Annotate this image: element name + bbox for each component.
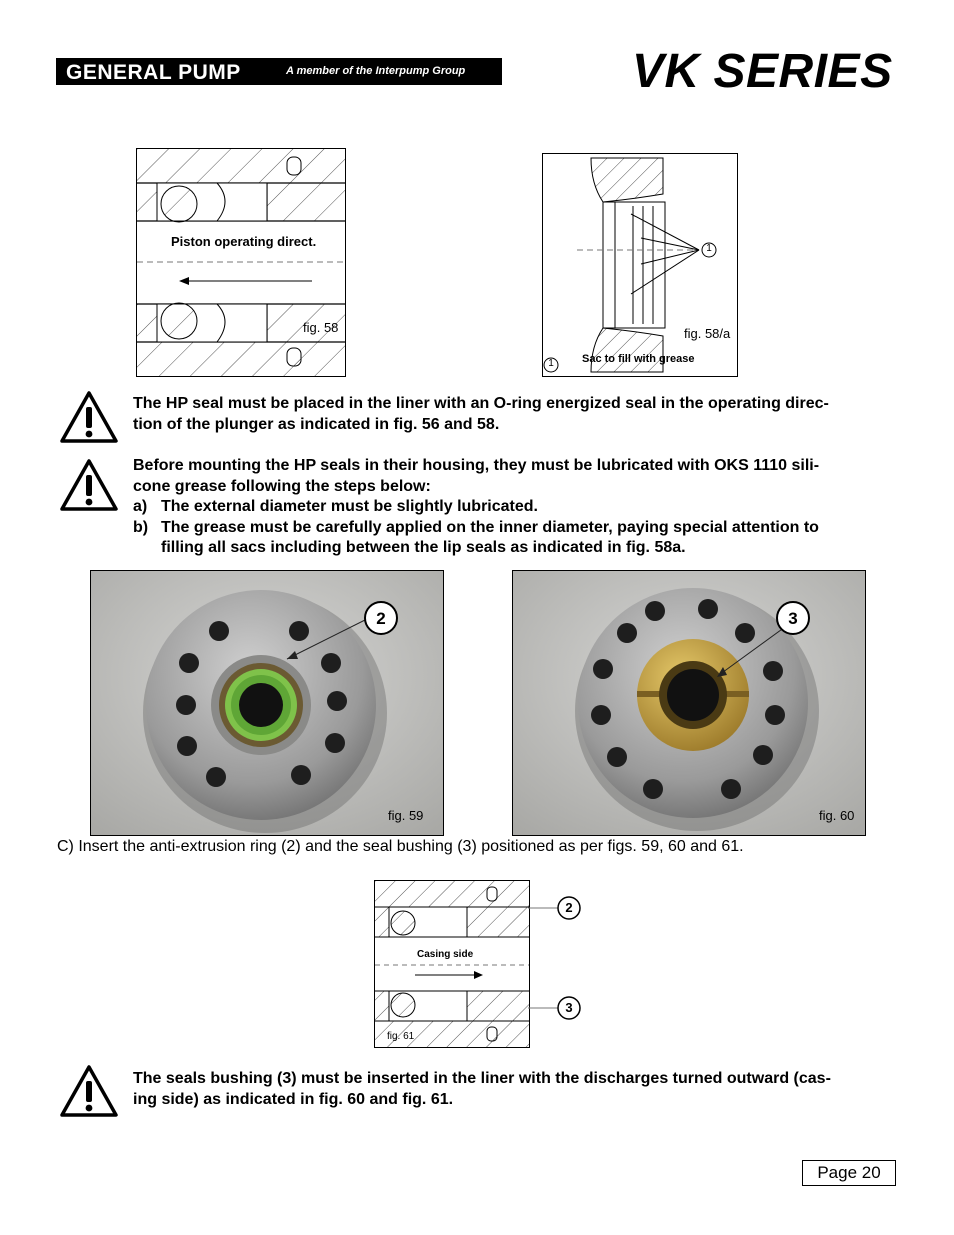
fig-61-callouts xyxy=(528,894,588,1024)
page-number: Page 20 xyxy=(802,1160,896,1186)
list-item-text: The grease must be carefully applied on the inner diameter, paying special attention to xyxy=(161,518,819,536)
fig-58a-callout: 1 xyxy=(706,243,712,254)
brand-bar xyxy=(56,58,502,85)
fig-58-label: Piston operating direct. xyxy=(171,234,317,249)
step-c-text: C) Insert the anti-extrusion ring (2) and the seal bushing (3) positioned as per figs. 59, 60 and 61. xyxy=(57,838,744,855)
fig-58a-legend-number: 1 xyxy=(548,358,554,369)
list-item-text: filling all sacs including between the lip seals as indicated in fig. 58a. xyxy=(161,539,686,556)
warning-3-line-1: The seals bushing (3) must be inserted in the liner with the discharges turned outward (cas- xyxy=(133,1070,831,1087)
warning-1-line-1: The HP seal must be placed in the liner with an O-ring energized seal in the operating direc- xyxy=(133,395,829,412)
fig-58-drawing xyxy=(137,149,345,376)
fig-61-callout-3: 3 xyxy=(565,1000,573,1015)
fig-60-photo xyxy=(512,570,866,836)
list-item-a xyxy=(133,497,893,518)
warning-2-intro-2: cone grease following the steps below: xyxy=(133,477,431,495)
list-item-text: The external diameter must be slightly lubricated. xyxy=(161,498,538,515)
fig-60-image xyxy=(513,571,865,835)
fig-58a-legend-text: Sac to fill with grease xyxy=(582,353,695,365)
fig-61-label: Casing side xyxy=(417,949,474,960)
brand-name: GENERAL PUMP xyxy=(66,61,241,84)
fig-59-callout: 2 xyxy=(376,609,386,628)
fig-59-photo xyxy=(90,570,444,836)
warning-triangle-icon xyxy=(59,1064,119,1118)
fig-61-drawing xyxy=(375,881,529,1047)
series-title: VK SERIES xyxy=(632,45,893,98)
fig-58-caption: fig. 58 xyxy=(303,320,339,335)
warning-3-line-2: ing side) as indicated in fig. 60 and fig. 61. xyxy=(133,1090,454,1108)
fig-61-callout-2: 2 xyxy=(565,900,573,915)
warning-3-text xyxy=(133,1069,893,1110)
fig-58a-caption: fig. 58/a xyxy=(684,326,731,341)
fig-61-diagram xyxy=(374,880,530,1048)
fig-59-caption: fig. 59 xyxy=(388,808,424,823)
list-marker: b) xyxy=(133,518,149,536)
list-item-b xyxy=(133,518,893,559)
warning-1-text xyxy=(133,394,893,435)
warning-triangle-icon xyxy=(59,458,119,512)
warning-2-intro-1: Before mounting the HP seals in their housing, they must be lubricated with OKS 1110 sili- xyxy=(133,457,820,474)
fig-60-caption: fig. 60 xyxy=(819,808,855,823)
fig-58a-drawing xyxy=(543,154,737,376)
fig-60-callout: 3 xyxy=(788,609,798,628)
warning-2-text xyxy=(133,456,893,559)
brand-tagline: A member of the Interpump Group xyxy=(286,65,466,77)
fig-61-caption: fig. 61 xyxy=(387,1031,415,1042)
fig-58a-diagram xyxy=(542,153,738,377)
fig-58-diagram xyxy=(136,148,346,377)
warning-1-line-2: tion of the plunger as indicated in fig. 56 and 58. xyxy=(133,415,500,433)
list-marker: a) xyxy=(133,498,148,515)
warning-triangle-icon xyxy=(59,390,119,444)
